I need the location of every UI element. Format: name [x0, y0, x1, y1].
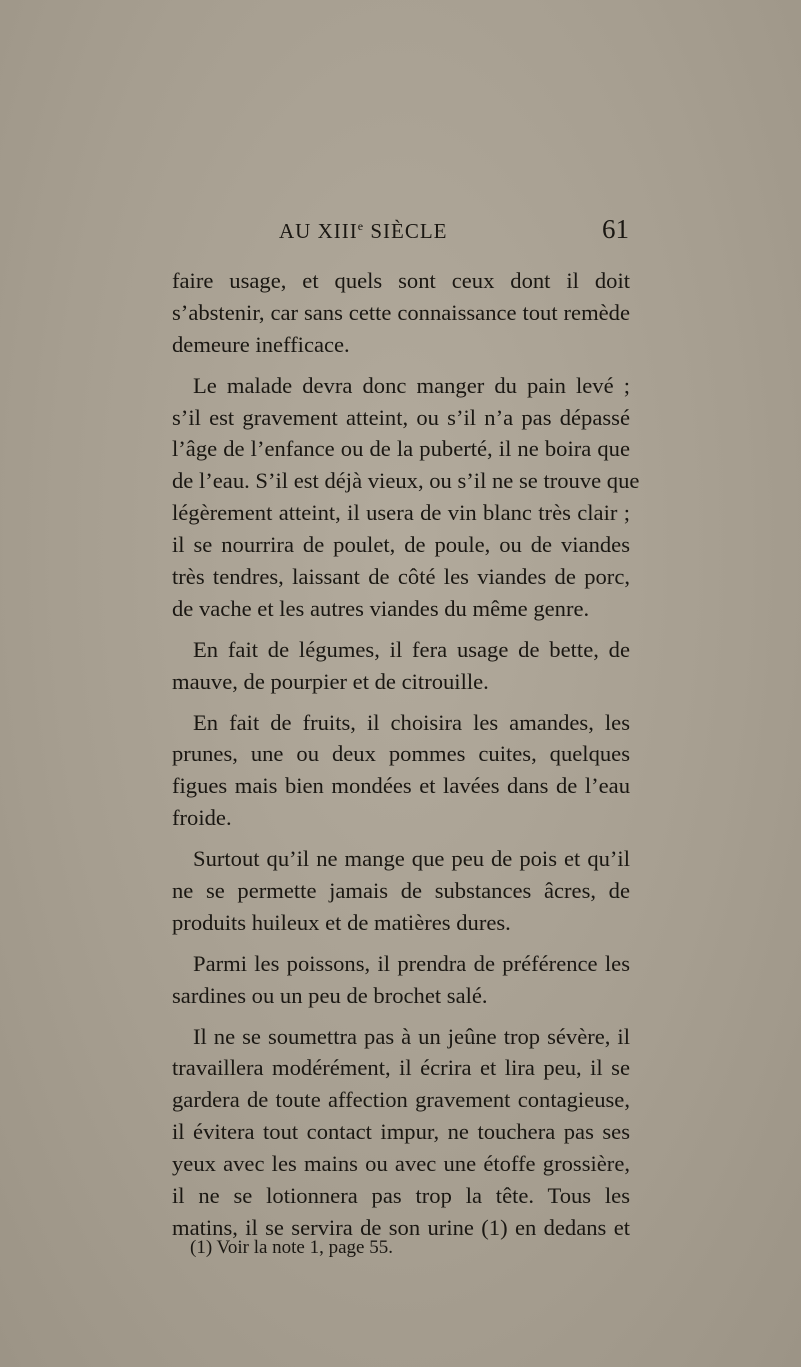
text-line: faire usage, et quels sont ceux dont il doit: [172, 268, 630, 293]
text-line: s’il est gravement atteint, ou s’il n’a pas dépassé: [172, 404, 630, 430]
text-line: s’abstenir, car sans cette connaissance tout remède: [172, 299, 630, 325]
running-head: [279, 214, 629, 245]
text-line: En fait de légumes, il fera usage de bette, de: [193, 636, 630, 662]
text-line: ne se permette jamais de substances âcres, de: [172, 878, 630, 904]
running-head-title: AU XIIIe SIÈCLE: [279, 219, 448, 243]
paragraph: [172, 634, 630, 698]
text-line: figues mais bien mondées et lavées dans de l’eau: [172, 773, 630, 799]
text-line: produits huileux et de matières dures.: [172, 909, 511, 935]
text-line: travaillera modérément, il écrira et lira peu, il se: [172, 1055, 630, 1081]
text-line: En fait de fruits, il choisira les amandes, les: [193, 709, 630, 735]
text-line: Parmi les poissons, il prendra de préférence les: [193, 950, 630, 976]
text-line: l’âge de l’enfance ou de la puberté, il ne boira que: [172, 436, 630, 462]
text-line: matins, il se servira de son urine (1) en dedans et: [172, 1214, 630, 1240]
text-line: sardines ou un peu de brochet salé.: [172, 982, 488, 1008]
text-line: Surtout qu’il ne mange que peu de pois et qu’il: [193, 846, 630, 872]
text-line: Il ne se soumettra pas à un jeûne trop sévère, il: [193, 1023, 630, 1049]
text-line: Le malade devra donc manger du pain levé ;: [193, 372, 630, 398]
paragraph-gap: [172, 1012, 630, 1021]
text-line: de l’eau. S’il est déjà vieux, ou s’il ne se trouve que: [172, 468, 640, 494]
paragraph: [172, 265, 630, 361]
paragraph-gap: [172, 834, 630, 843]
paragraph-gap: [172, 361, 630, 370]
text-line: prunes, une ou deux pommes cuites, quelques: [172, 741, 630, 767]
text-line: demeure inefficace.: [172, 331, 350, 357]
text-line: il se nourrira de poulet, de poule, ou de viandes: [172, 532, 630, 558]
paragraph: [172, 1021, 630, 1244]
footnote: (1) Voir la note 1, page 55.: [190, 1237, 393, 1258]
paragraph: [172, 948, 630, 1012]
text-line: yeux avec les mains ou avec une étoffe grossière,: [172, 1151, 630, 1177]
paragraph: [172, 370, 640, 625]
text-line: mauve, de pourpier et de citrouille.: [172, 668, 489, 694]
text-line: de vache et les autres viandes du même genre.: [172, 595, 590, 621]
text-line: il évitera tout contact impur, ne touchera pas ses: [172, 1119, 630, 1145]
body-text: [172, 265, 640, 1244]
paragraph-gap: [172, 698, 630, 707]
text-line: gardera de toute affection gravement contagieuse,: [172, 1087, 630, 1113]
text-line: très tendres, laissant de côté les viandes de porc,: [172, 564, 630, 590]
paragraph: [172, 843, 630, 939]
text-line: froide.: [172, 805, 232, 831]
text-line: il ne se lotionnera pas trop la tête. Tous les: [172, 1183, 630, 1209]
paragraph-gap: [172, 939, 630, 948]
paragraph: [172, 707, 630, 835]
paragraph-gap: [172, 625, 630, 634]
text-line: légèrement atteint, il usera de vin blanc très clair ;: [172, 500, 630, 526]
page-number: 61: [602, 214, 629, 244]
